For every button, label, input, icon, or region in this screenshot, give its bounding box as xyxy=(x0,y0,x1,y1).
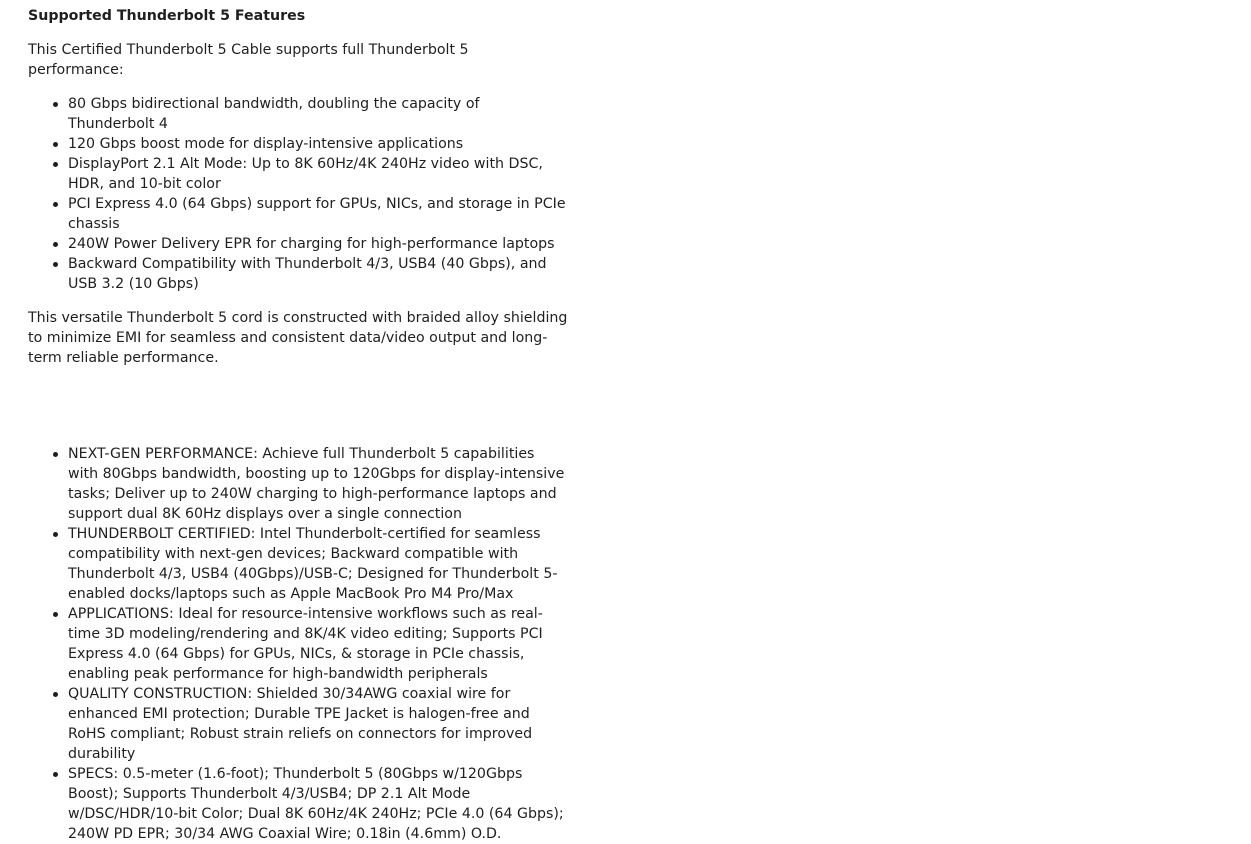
list-item: 240W Power Delivery EPR for charging for high-performance laptops xyxy=(68,234,568,254)
intro-paragraph: This Certified Thunderbolt 5 Cable supports full Thunderbolt 5 performance: xyxy=(28,42,469,78)
product-description xyxy=(28,6,568,844)
list-item: 80 Gbps bidirectional bandwidth, doubling the capacity of Thunderbolt 4 xyxy=(68,94,568,134)
highlight-list xyxy=(28,444,568,844)
list-item: DisplayPort 2.1 Alt Mode: Up to 8K 60Hz/4K 240Hz video with DSC, HDR, and 10-bit color xyxy=(68,154,568,194)
description-paragraph: This versatile Thunderbolt 5 cord is constructed with braided alloy shielding to minimize EMI for seamless and consistent data/video output and long-term reliable performance. xyxy=(28,310,568,366)
section-heading: Supported Thunderbolt 5 Features xyxy=(28,8,306,24)
list-item: Backward Compatibility with Thunderbolt 4/3, USB4 (40 Gbps), and USB 3.2 (10 Gbps) xyxy=(68,254,568,294)
list-item: PCI Express 4.0 (64 Gbps) support for GPUs, NICs, and storage in PCIe chassis xyxy=(68,194,568,234)
list-item: APPLICATIONS: Ideal for resource-intensive workflows such as real-time 3D modeling/rendering and 8K/4K video editing; Supports PCI Express 4.0 (64 Gbps) for GPUs, NICs, & storage in PCIe chassis, enabling peak performance for high-bandwidth peripherals xyxy=(68,604,568,684)
list-item: NEXT-GEN PERFORMANCE: Achieve full Thunderbolt 5 capabilities with 80Gbps bandwidth, boosting up to 120Gbps for display-intensive tasks; Deliver up to 240W charging to high-performance laptops and support dual 8K 60Hz displays over a single connection xyxy=(68,444,568,524)
feature-list xyxy=(28,94,568,294)
list-item: SPECS: 0.5-meter (1.6-foot); Thunderbolt 5 (80Gbps w/120Gbps Boost); Supports Thunderbolt 4/3/USB4; DP 2.1 Alt Mode w/DSC/HDR/10-bit Color; Dual 8K 60Hz/4K 240Hz; PCIe 4.0 (64 Gbps); 240W PD EPR; 30/34 AWG Coaxial Wire; 0.18in (4.6mm) O.D. xyxy=(68,764,568,844)
list-item: QUALITY CONSTRUCTION: Shielded 30/34AWG coaxial wire for enhanced EMI protection; Durable TPE Jacket is halogen-free and RoHS compliant; Robust strain reliefs on connectors for improved durability xyxy=(68,684,568,764)
list-item: 120 Gbps boost mode for display-intensive applications xyxy=(68,134,568,154)
section-spacer xyxy=(28,382,568,444)
list-item: THUNDERBOLT CERTIFIED: Intel Thunderbolt-certified for seamless compatibility with next-gen devices; Backward compatible with Thunderbolt 4/3, USB4 (40Gbps)/USB-C; Designed for Thunderbolt 5-enabled docks/laptops such as Apple MacBook Pro M4 Pro/Max xyxy=(68,524,568,604)
